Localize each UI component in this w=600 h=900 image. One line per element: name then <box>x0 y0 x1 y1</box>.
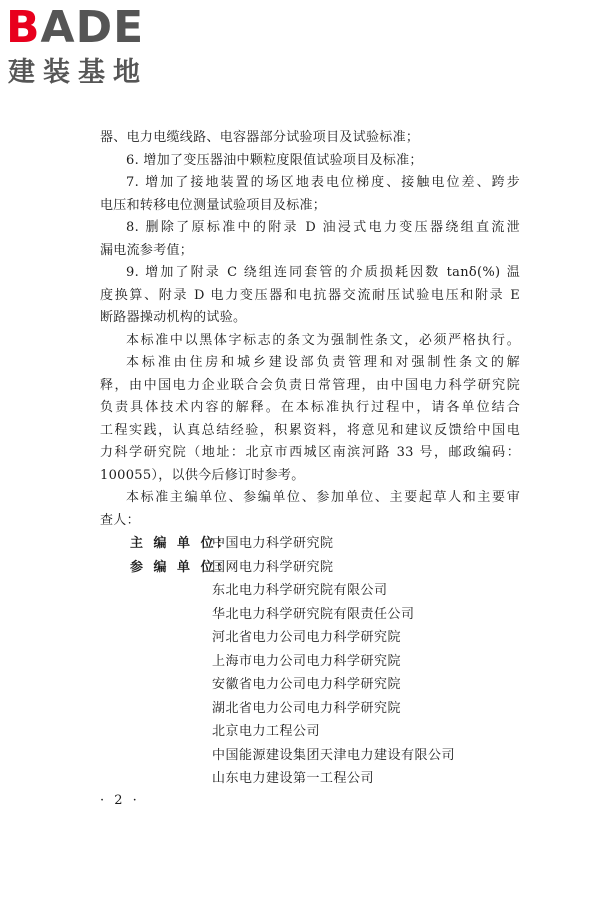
participating-org: 华北电力科学研究院有限责任公司 <box>212 606 415 622</box>
participating-label: 参 编 单 位： <box>130 559 233 575</box>
text-line: 查人： <box>100 512 140 528</box>
text-line: 负责具体技术内容的解释。在本标准执行过程中，请各单位结合 <box>100 400 520 415</box>
text-line: 9. 增加了附录 C 绕组连同套管的介质损耗因数 tanδ(%) 温 <box>126 265 520 280</box>
participating-org: 东北电力科学研究院有限公司 <box>212 583 388 598</box>
participating-row <box>100 767 520 791</box>
participating-org: 山东电力建设第一工程公司 <box>212 771 375 786</box>
participating-row <box>100 626 520 650</box>
participating-org: 北京电力工程公司 <box>212 724 321 739</box>
participating-row <box>100 697 520 721</box>
text-line: 8. 删除了原标准中的附录 D 油浸式电力变压器绕组直流泄 <box>126 220 520 235</box>
logo-wordmark <box>6 4 144 52</box>
text-line: 力科学研究院（地址：北京市西城区南滨河路 33 号，邮政编码： <box>100 445 520 460</box>
participating-row <box>100 650 520 674</box>
participating-org: 河北省电力公司电力科学研究院 <box>212 630 402 645</box>
text-line: 工程实践，认真总结经验，积累资料，将意见和建议反馈给中国电 <box>100 422 520 438</box>
text-line: 本标准主编单位、参编单位、参加单位、主要起草人和主要审 <box>126 490 520 505</box>
text-line: 漏电流参考值； <box>100 242 194 258</box>
text-line: 断路器操动机构的试验。 <box>100 310 247 325</box>
participating-org: 上海市电力公司电力科学研究院 <box>212 653 402 669</box>
participating-row <box>100 744 520 768</box>
bade-logo <box>6 4 176 92</box>
participating-org: 湖北省电力公司电力科学研究院 <box>212 700 402 716</box>
chief-editor-row <box>100 532 520 556</box>
participating-row <box>100 720 520 744</box>
text-line: 度换算、附录 D 电力变压器和电抗器交流耐压试验电压和附录 E <box>100 287 520 303</box>
text-line: 电压和转移电位测量试验项目及标准； <box>100 197 327 213</box>
text-line: 本标准中以黑体字标志的条文为强制性条文，必须严格执行。 <box>126 332 520 348</box>
chief-editor-label: 主 编 单 位： <box>130 536 233 551</box>
text-line: 6. 增加了变压器油中颗粒度限值试验项目及标准； <box>126 152 423 168</box>
text-line: 器、电力电缆线路、电容器部分试验项目及试验标准； <box>100 130 420 145</box>
participating-row <box>100 579 520 603</box>
participating-org: 中国能源建设集团天津电力建设有限公司 <box>212 747 456 763</box>
participating-org: 安徽省电力公司电力科学研究院 <box>212 677 402 692</box>
chief-editor-name: 中国电力科学研究院 <box>212 536 334 551</box>
logo-wordmark-rest: ADE <box>40 2 145 53</box>
text-line: 释，由中国电力企业联合会负责日常管理，由中国电力科学研究院 <box>100 377 520 393</box>
document-body <box>100 127 520 791</box>
logo-subtitle: 建装基地 <box>8 57 148 88</box>
logo-accent-letter: B <box>6 2 41 53</box>
participating-row <box>100 603 520 627</box>
text-line: 7. 增加了接地装置的场区地表电位梯度、接触电位差、跨步 <box>126 175 520 190</box>
participating-row <box>100 556 520 580</box>
text-line: 100055），以供今后修订时参考。 <box>100 467 305 483</box>
participating-row <box>100 673 520 697</box>
text-line: 本标准由住房和城乡建设部负责管理和对强制性条文的解 <box>126 355 520 370</box>
participating-org: 国网电力科学研究院 <box>212 559 334 575</box>
page-number: · 2 · <box>100 793 140 808</box>
